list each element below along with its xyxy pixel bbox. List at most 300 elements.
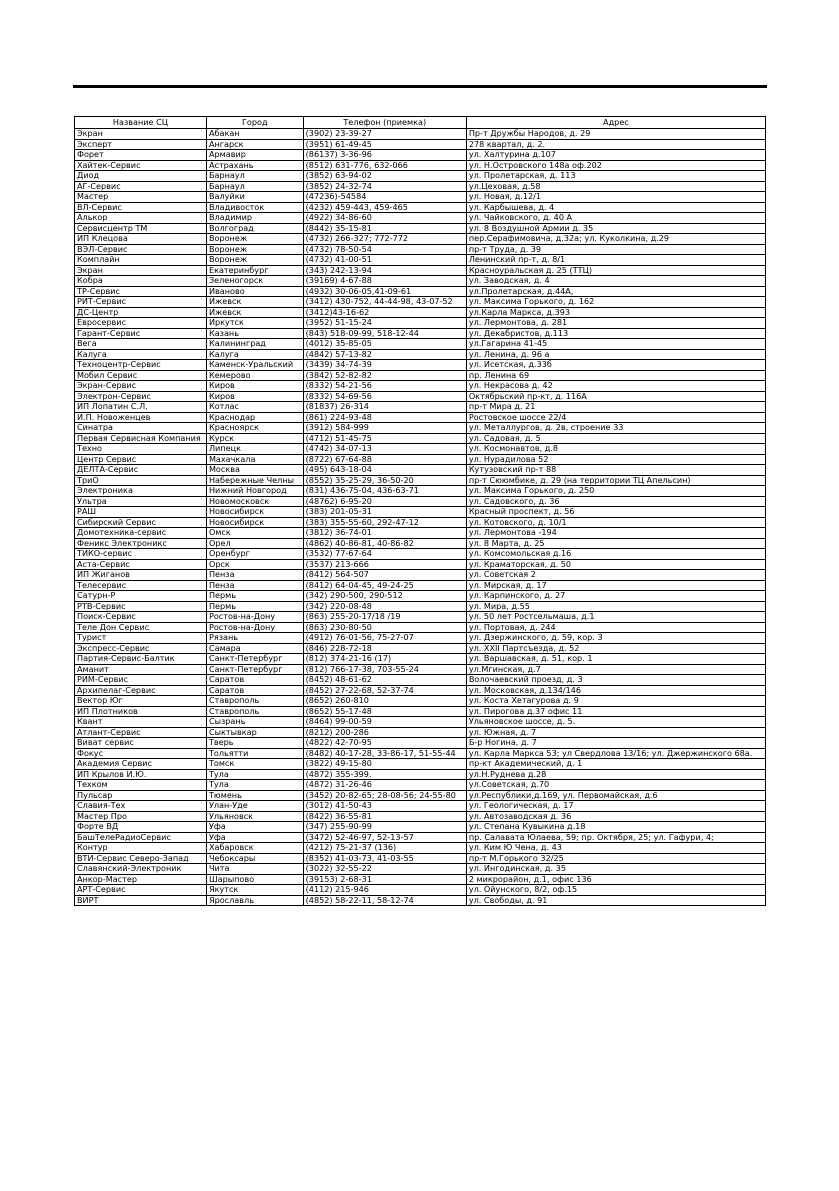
table-row (75, 748, 766, 759)
table-row (75, 832, 766, 843)
cell-phone: (86137) 3-36-96 (303, 150, 466, 161)
cell-address: Б-р Ногина, д. 7 (466, 738, 765, 749)
cell-city: Ставрополь (206, 696, 303, 707)
cell-city: Ижевск (206, 307, 303, 318)
cell-name: ИП Жиганов (75, 570, 207, 581)
cell-address: пр-кт Академический, д. 1 (466, 759, 765, 770)
cell-address: ул. Лермонтова -194 (466, 528, 765, 539)
table-row (75, 517, 766, 528)
cell-name: Славянский-Электроник (75, 864, 207, 875)
cell-city: Армавир (206, 150, 303, 161)
cell-phone: (8332) 54-21-56 (303, 381, 466, 392)
cell-address: ул. Новая, д.12/1 (466, 192, 765, 203)
table-row (75, 559, 766, 570)
cell-phone: (3452) 20-82-65; 28-08-56; 24-55-80 (303, 790, 466, 801)
table-row (75, 685, 766, 696)
cell-phone: (4742) 34-07-13 (303, 444, 466, 455)
cell-phone: (8412) 564-507 (303, 570, 466, 581)
cell-address: пр-т Сююмбике, д. 29 (на территории ТЦ Апельсин) (466, 475, 765, 486)
cell-name: Славия-Тех (75, 801, 207, 812)
cell-address: пр. Ленина 69 (466, 370, 765, 381)
cell-city: Пермь (206, 591, 303, 602)
table-row (75, 223, 766, 234)
cell-city: Волгоград (206, 223, 303, 234)
cell-address: ул.Пролетарская, д.44А, (466, 286, 765, 297)
cell-phone: (8352) 41-03-73, 41-03-55 (303, 853, 466, 864)
cell-name: Мастер Про (75, 811, 207, 822)
cell-phone: (3842) 52-82-82 (303, 370, 466, 381)
cell-phone: (863) 255-20-17/18 /19 (303, 612, 466, 623)
cell-phone: (3912) 584-999 (303, 423, 466, 434)
cell-city: Нижний Новгород (206, 486, 303, 497)
cell-name: РИМ-Сервис (75, 675, 207, 686)
table-row (75, 160, 766, 171)
cell-address: ул. Нурадилова 52 (466, 454, 765, 465)
table-row (75, 265, 766, 276)
table-row (75, 853, 766, 864)
cell-address: 278 квартал, д. 2. (466, 139, 765, 150)
cell-name: РТВ-Сервис (75, 601, 207, 612)
table-row (75, 633, 766, 644)
table-row (75, 675, 766, 686)
cell-phone: (48762) 6-95-20 (303, 496, 466, 507)
table-row (75, 496, 766, 507)
table-row (75, 454, 766, 465)
cell-address: пр-т Труда, д. 39 (466, 244, 765, 255)
cell-phone: (3412)43-16-62 (303, 307, 466, 318)
cell-city: Владивосток (206, 202, 303, 213)
cell-phone: (81837) 26-314 (303, 402, 466, 413)
cell-city: Тюмень (206, 790, 303, 801)
cell-name: БашТелеРадиоСервис (75, 832, 207, 843)
cell-phone: (3472) 52-46-97, 52-13-57 (303, 832, 466, 843)
cell-address: ул. Советская 2 (466, 570, 765, 581)
cell-name: Гарант-Сервис (75, 328, 207, 339)
cell-name: Партия-Сервис-Балтик (75, 654, 207, 665)
table-row (75, 391, 766, 402)
cell-city: Сыктывкар (206, 727, 303, 738)
cell-city: Ижевск (206, 297, 303, 308)
cell-city: Улан-Уде (206, 801, 303, 812)
table-row (75, 475, 766, 486)
cell-phone: (3012) 41-50-43 (303, 801, 466, 812)
cell-phone: (4012) 35-85-05 (303, 339, 466, 350)
cell-phone: (8464) 99-00-59 (303, 717, 466, 728)
cell-name: Анкор-Мастер (75, 874, 207, 885)
cell-address: ул. Комсомольская д.16 (466, 549, 765, 560)
table-row (75, 255, 766, 266)
cell-city: Воронеж (206, 234, 303, 245)
cell-address: Красноуральская д. 25 (ТТЦ) (466, 265, 765, 276)
cell-name: Диод (75, 171, 207, 182)
cell-city: Зеленогорск (206, 276, 303, 287)
cell-phone: (47236)-54584 (303, 192, 466, 203)
table-row (75, 150, 766, 161)
cell-phone: (4922) 34-86-60 (303, 213, 466, 224)
cell-name: ДС-Центр (75, 307, 207, 318)
cell-address: ул. Карпинского, д. 27 (466, 591, 765, 602)
table-row (75, 528, 766, 539)
cell-name: Квант (75, 717, 207, 728)
cell-name: Электрон-Сервис (75, 391, 207, 402)
cell-city: Иркутск (206, 318, 303, 329)
cell-address: ул. Ким Ю Чена, д. 43 (466, 843, 765, 854)
cell-phone: (4732) 266-327; 772-772 (303, 234, 466, 245)
table-row (75, 664, 766, 675)
cell-city: Оренбург (206, 549, 303, 560)
cell-address: ул. Московская, д.134/146 (466, 685, 765, 696)
cell-name: Экспресс-Сервис (75, 643, 207, 654)
cell-phone: (3537) 213-666 (303, 559, 466, 570)
cell-address: ул. Заводская, д. 4 (466, 276, 765, 287)
cell-address: ул. 8 Воздушной Армии д. 35 (466, 223, 765, 234)
table-row (75, 654, 766, 665)
cell-city: Екатеринбург (206, 265, 303, 276)
cell-address: ул. Ингодинская, д. 35 (466, 864, 765, 875)
table-row (75, 381, 766, 392)
cell-phone: (8442) 35-15-81 (303, 223, 466, 234)
cell-name: ВЛ-Сервис (75, 202, 207, 213)
cell-name: ТриО (75, 475, 207, 486)
table-row (75, 286, 766, 297)
cell-address: ул. Лермонтова, д. 281 (466, 318, 765, 329)
cell-city: Махачкала (206, 454, 303, 465)
table-row (75, 276, 766, 287)
cell-city: Казань (206, 328, 303, 339)
cell-city: Пенза (206, 580, 303, 591)
cell-phone: (846) 228-72-18 (303, 643, 466, 654)
cell-address: Волочаевский проезд, д. 3 (466, 675, 765, 686)
cell-phone: (8552) 35-25-29, 36-50-20 (303, 475, 466, 486)
cell-name: Комплайн (75, 255, 207, 266)
cell-city: Ульяновск (206, 811, 303, 822)
cell-phone: (4932) 30-06-05,41-09-61 (303, 286, 466, 297)
cell-city: Омск (206, 528, 303, 539)
cell-address: ул. 8 Марта, д. 25 (466, 538, 765, 549)
cell-city: Ставрополь (206, 706, 303, 717)
cell-phone: (3412) 430-752, 44-44-98, 43-07-52 (303, 297, 466, 308)
cell-city: Шарыпово (206, 874, 303, 885)
cell-phone: (4842) 57-13-82 (303, 349, 466, 360)
cell-address: ул.Республики,д.169, ул. Первомайская, д.6 (466, 790, 765, 801)
cell-address: пр-т Мира д. 21 (466, 402, 765, 413)
cell-city: Пермь (206, 601, 303, 612)
cell-name: ТИКО-сервис (75, 549, 207, 560)
table-row (75, 843, 766, 854)
cell-city: Тверь (206, 738, 303, 749)
cell-address: ул. XXII Партсъезда, д. 52 (466, 643, 765, 654)
table-row (75, 234, 766, 245)
cell-city: Ростов-на-Дону (206, 622, 303, 633)
cell-address: ул. Портовая, д. 244 (466, 622, 765, 633)
cell-address: ул. Карбышева, д. 4 (466, 202, 765, 213)
cell-phone: (831) 436-75-04, 436-63-71 (303, 486, 466, 497)
cell-phone: (3902) 23-39-27 (303, 129, 466, 140)
cell-name: Аманит (75, 664, 207, 675)
table-row (75, 706, 766, 717)
cell-phone: (8652) 260-810 (303, 696, 466, 707)
cell-address: ул. 50 лет Ростсельмаша, д.1 (466, 612, 765, 623)
cell-phone: (4232) 459-443, 459-465 (303, 202, 466, 213)
cell-city: Киров (206, 391, 303, 402)
cell-city: Уфа (206, 832, 303, 843)
cell-phone: (4212) 75-21-37 (136) (303, 843, 466, 854)
cell-name: Евросервис (75, 318, 207, 329)
cell-city: Ярославль (206, 895, 303, 906)
header-city: Город (206, 117, 303, 129)
cell-name: ВЭЛ-Сервис (75, 244, 207, 255)
cell-city: Барнаул (206, 171, 303, 182)
cell-address: ул. Котовского, д. 10/1 (466, 517, 765, 528)
cell-city: Новомосковск (206, 496, 303, 507)
table-row (75, 433, 766, 444)
cell-city: Тула (206, 769, 303, 780)
cell-name: ТР-Сервис (75, 286, 207, 297)
table-row (75, 591, 766, 602)
cell-address: ул. Декабристов, д.113 (466, 328, 765, 339)
header-phone: Телефон (приемка) (303, 117, 466, 129)
cell-city: Липецк (206, 444, 303, 455)
cell-name: Алькор (75, 213, 207, 224)
cell-city: Рязань (206, 633, 303, 644)
cell-name: Техно (75, 444, 207, 455)
cell-phone: (8652) 55-17-48 (303, 706, 466, 717)
table-row (75, 349, 766, 360)
cell-name: Аста-Сервис (75, 559, 207, 570)
cell-name: Экран (75, 265, 207, 276)
cell-address: ул. Ойунского, 8/2, оф.15 (466, 885, 765, 896)
table-row (75, 139, 766, 150)
cell-address: ул. Южная, д. 7 (466, 727, 765, 738)
cell-address: ул. Мирская, д. 17 (466, 580, 765, 591)
cell-name: ИП Крылов И.Ю. (75, 769, 207, 780)
cell-name: Центр Сервис (75, 454, 207, 465)
table-row (75, 328, 766, 339)
cell-address: ул.Гагарина 41-45 (466, 339, 765, 350)
cell-city: Орск (206, 559, 303, 570)
cell-city: Чебоксары (206, 853, 303, 864)
table-row (75, 129, 766, 140)
cell-phone: (4862) 40-86-81, 40-86-82 (303, 538, 466, 549)
cell-address: ул. Краматорская, д. 50 (466, 559, 765, 570)
cell-phone: (8722) 67-64-88 (303, 454, 466, 465)
cell-phone: (812) 766-17-38, 703-55-24 (303, 664, 466, 675)
cell-phone: (495) 643-18-04 (303, 465, 466, 476)
cell-name: Экран-Сервис (75, 381, 207, 392)
cell-city: Саратов (206, 685, 303, 696)
cell-phone: (863) 230-80-50 (303, 622, 466, 633)
cell-address: ул. Варшавская, д. 51, кор. 1 (466, 654, 765, 665)
cell-name: Турист (75, 633, 207, 644)
cell-phone: (342) 290-500, 290-512 (303, 591, 466, 602)
cell-name: Мобил Сервис (75, 370, 207, 381)
cell-phone: (4912) 76-01-56, 75-27-07 (303, 633, 466, 644)
cell-address: Пр-т Дружбы Народов, д. 29 (466, 129, 765, 140)
cell-name: Фокус (75, 748, 207, 759)
cell-city: Москва (206, 465, 303, 476)
cell-address: ул.Карла Маркса, д.393 (466, 307, 765, 318)
top-rule (73, 85, 767, 88)
table-row (75, 895, 766, 906)
cell-city: Саратов (206, 675, 303, 686)
cell-address: ул. Коста Хетагурова д. 9 (466, 696, 765, 707)
cell-city: Самара (206, 643, 303, 654)
cell-address: ул. Максима Горького, д. 162 (466, 297, 765, 308)
cell-address: Ростовское шоссе 22/4 (466, 412, 765, 423)
cell-address: ул. Мира, д.55 (466, 601, 765, 612)
table-row (75, 727, 766, 738)
cell-name: РАШ (75, 507, 207, 518)
table-row (75, 244, 766, 255)
cell-address: ул. Карла Маркса 53; ул Свердлова 13/16; ул. Джержинского 68а. (466, 748, 765, 759)
cell-address: ул. Садовского, д. 36 (466, 496, 765, 507)
cell-phone: (8452) 48-61-62 (303, 675, 466, 686)
cell-phone: (4712) 51-45-75 (303, 433, 466, 444)
cell-phone: (343) 242-13-94 (303, 265, 466, 276)
cell-address: ул. Халтурина д.107 (466, 150, 765, 161)
table-row (75, 696, 766, 707)
cell-name: ВИРТ (75, 895, 207, 906)
cell-address: ул. Космонавтов, д.8 (466, 444, 765, 455)
cell-address: ул. Максима Горького, д. 250 (466, 486, 765, 497)
cell-name: АРТ-Сервис (75, 885, 207, 896)
cell-address: пер.Серафимовича, д.32а; ул. Куколкина, д.29 (466, 234, 765, 245)
table-row (75, 759, 766, 770)
cell-city: Набережные Челны (206, 475, 303, 486)
table-row (75, 370, 766, 381)
cell-city: Котлас (206, 402, 303, 413)
cell-phone: (383) 201-05-31 (303, 507, 466, 518)
table-row (75, 307, 766, 318)
cell-city: Валуйки (206, 192, 303, 203)
table-row (75, 202, 766, 213)
cell-phone: (3812) 36-74-01 (303, 528, 466, 539)
cell-name: Мастер (75, 192, 207, 203)
cell-name: АГ-Сервис (75, 181, 207, 192)
cell-name: Хайтек-Сервис (75, 160, 207, 171)
table-row (75, 549, 766, 560)
header-name: Название СЦ (75, 117, 207, 129)
table-row (75, 444, 766, 455)
cell-name: Академия Сервис (75, 759, 207, 770)
cell-city: Хабаровск (206, 843, 303, 854)
cell-phone: (3439) 34-74-39 (303, 360, 466, 371)
cell-city: Кемерово (206, 370, 303, 381)
table-row (75, 643, 766, 654)
table-row (75, 822, 766, 833)
cell-city: Пенза (206, 570, 303, 581)
table-row (75, 171, 766, 182)
cell-name: Архипелаг-Сервис (75, 685, 207, 696)
cell-address: ул.Советская, д.70 (466, 780, 765, 791)
cell-phone: (3951) 61-49-45 (303, 139, 466, 150)
table-row (75, 181, 766, 192)
cell-city: Новосибирск (206, 517, 303, 528)
cell-phone: (342) 220-08-48 (303, 601, 466, 612)
cell-name: Техком (75, 780, 207, 791)
cell-city: Санкт-Петербург (206, 664, 303, 675)
table-row (75, 864, 766, 875)
cell-name: Вектор Юг (75, 696, 207, 707)
cell-city: Якутск (206, 885, 303, 896)
table-body (75, 129, 766, 906)
cell-address: ул. Ленина, д. 96 а (466, 349, 765, 360)
cell-address: ул. Чайковского, д. 40 А (466, 213, 765, 224)
cell-city: Владимир (206, 213, 303, 224)
cell-name: Эксперт (75, 139, 207, 150)
cell-name: Первая Сервисная Компания (75, 433, 207, 444)
table-row (75, 811, 766, 822)
table-row (75, 622, 766, 633)
cell-address: Октябрьский пр-кт, д. 116А (466, 391, 765, 402)
cell-city: Тольятти (206, 748, 303, 759)
cell-phone: (812) 374-21-16 (17) (303, 654, 466, 665)
cell-city: Санкт-Петербург (206, 654, 303, 665)
cell-name: Телесервис (75, 580, 207, 591)
cell-phone: (843) 518-09-99, 518-12-44 (303, 328, 466, 339)
cell-address: ул. Дзержинского, д. 59, кор. 3 (466, 633, 765, 644)
table-row (75, 874, 766, 885)
cell-name: Пульсар (75, 790, 207, 801)
cell-city: Каменск-Уральский (206, 360, 303, 371)
cell-address: ул. Пролетарская, д. 113 (466, 171, 765, 182)
cell-name: Атлант-Сервис (75, 727, 207, 738)
cell-city: Уфа (206, 822, 303, 833)
cell-city: Калининград (206, 339, 303, 350)
table-row (75, 780, 766, 791)
cell-city: Иваново (206, 286, 303, 297)
cell-address: пр. Салавата Юлаева, 59; пр. Октября, 25; ул. Гафури, 4; (466, 832, 765, 843)
cell-phone: (4732) 41-00-51 (303, 255, 466, 266)
cell-phone: (4852) 58-22-11, 58-12-74 (303, 895, 466, 906)
table-row (75, 339, 766, 350)
table-row (75, 360, 766, 371)
cell-address: ул. Некрасова д. 42 (466, 381, 765, 392)
table-row (75, 507, 766, 518)
table-row (75, 402, 766, 413)
cell-address: ул. Пирогова д.37 офис 11 (466, 706, 765, 717)
cell-city: Тула (206, 780, 303, 791)
cell-address: ул.Мгинская, д.7 (466, 664, 765, 675)
cell-address: ул. Исетская, д.33б (466, 360, 765, 371)
cell-city: Калуга (206, 349, 303, 360)
cell-name: Контур (75, 843, 207, 854)
cell-name: Синатра (75, 423, 207, 434)
cell-name: Ультра (75, 496, 207, 507)
cell-address: Красный проспект, д. 56 (466, 507, 765, 518)
cell-phone: (8412) 64-04-45, 49-24-25 (303, 580, 466, 591)
cell-city: Воронеж (206, 255, 303, 266)
cell-name: ИП Плотников (75, 706, 207, 717)
cell-name: Поиск-Сервис (75, 612, 207, 623)
cell-city: Барнаул (206, 181, 303, 192)
cell-name: Техноцентр-Сервис (75, 360, 207, 371)
cell-phone: (3852) 24-32-74 (303, 181, 466, 192)
cell-name: ВТИ-Сервис Северо-Запад (75, 853, 207, 864)
cell-city: Сызрань (206, 717, 303, 728)
table-row (75, 885, 766, 896)
table-row (75, 465, 766, 476)
cell-phone: (8332) 54-69-56 (303, 391, 466, 402)
cell-phone: (3822) 49-15-80 (303, 759, 466, 770)
service-centers-table (74, 116, 766, 906)
cell-phone: (383) 355-55-60, 292-47-12 (303, 517, 466, 528)
cell-city: Воронеж (206, 244, 303, 255)
cell-city: Орел (206, 538, 303, 549)
cell-name: Вега (75, 339, 207, 350)
cell-address: Кутузовский пр-т 88 (466, 465, 765, 476)
table-row (75, 580, 766, 591)
